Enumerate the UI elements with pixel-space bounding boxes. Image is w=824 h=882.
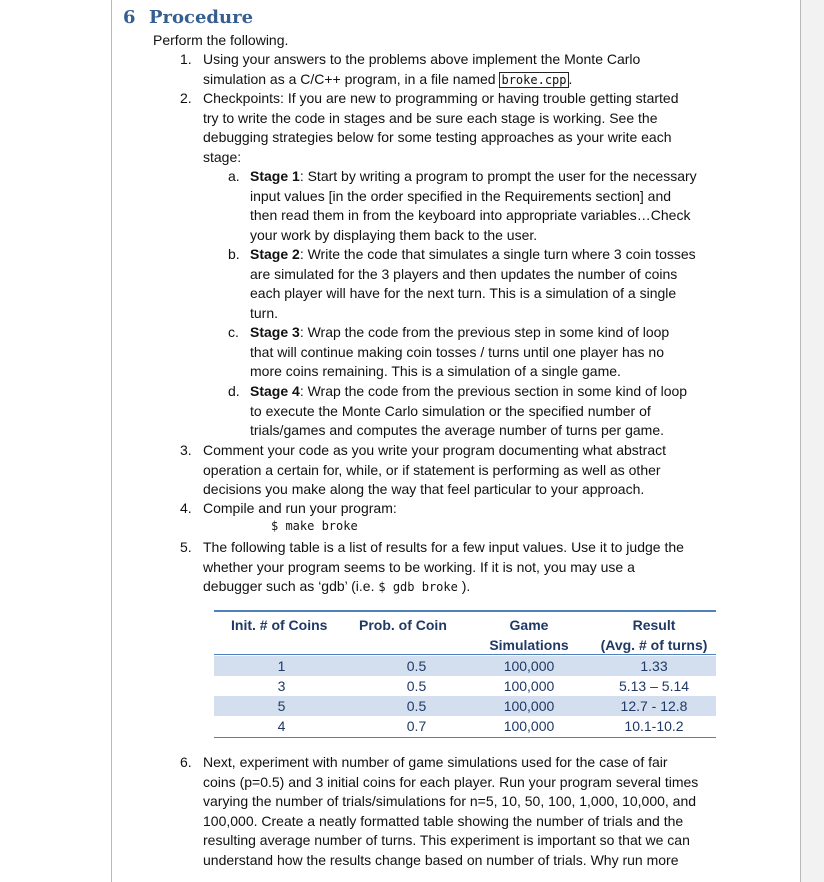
list-marker: 6.	[180, 754, 192, 770]
list-item-line: try to write the code in stages and be sure each stage is working. See the	[203, 109, 658, 126]
section-title: Procedure	[149, 7, 254, 28]
table-bottom-rule	[214, 737, 716, 738]
list-item-line: Stage 4: Wrap the code from the previous section in some kind of loop	[250, 383, 688, 399]
header-init-coins: Init. # of Coins	[231, 617, 328, 633]
list-marker: b.	[228, 246, 240, 262]
table-cell: 100,000	[503, 698, 555, 714]
list-item-line: to execute the Monte Carlo simulation or the specified number of	[250, 402, 651, 419]
table-row	[214, 696, 716, 716]
table-cell: 0.7	[406, 718, 427, 734]
header-result: Result	[632, 617, 676, 633]
section-heading	[123, 6, 253, 30]
list-item-line: debugging strategies below for some testing approaches as your write each	[203, 129, 672, 145]
page-left-edge	[111, 0, 112, 882]
table-cell: 1	[277, 658, 286, 674]
list-item-line: your work by displaying them back to the user.	[250, 226, 538, 243]
section-number: 6	[123, 7, 136, 28]
list-marker: d.	[228, 383, 240, 399]
table-cell: 12.7 - 12.8	[620, 698, 688, 714]
list-item-line: Stage 1: Start by writing a program to prompt the user for the necessary	[250, 168, 697, 184]
list-item-line: varying the number of trials/simulations for n=5, 10, 50, 100, 1,000, 10,000, and	[203, 793, 697, 809]
table-cell: 3	[277, 678, 286, 694]
list-marker: c.	[228, 324, 239, 340]
list-marker: 1.	[180, 51, 192, 67]
list-item-line: Comment your code as you write your program documenting what abstract	[203, 442, 666, 458]
list-item-line: debugger such as ‘gdb’ (i.e. $ gdb broke ).	[203, 578, 471, 594]
list-item-line: each player will have for the next turn. This is a simulation of a single	[250, 285, 677, 301]
table-cell: 5	[277, 698, 286, 714]
list-item-line: Stage 2: Write the code that simulates a single turn where 3 coin tosses	[250, 246, 696, 262]
list-marker: 3.	[180, 442, 192, 458]
table-row	[214, 676, 716, 696]
table-row	[214, 716, 716, 736]
list-item-line: understand how the results change based on number of trials. Why run more	[203, 851, 679, 868]
list-marker: a.	[228, 168, 240, 184]
list-item-line: Compile and run your program:	[203, 500, 397, 516]
list-item-line: Stage 3: Wrap the code from the previous step in some kind of loop	[250, 324, 670, 340]
list-item-line: that will continue making coin tosses / turns until one player has no	[250, 343, 665, 360]
list-item-line: The following table is a list of results for a few input values. Use it to judge the	[203, 539, 684, 555]
table-top-rule	[214, 610, 716, 612]
table-cell: 4	[277, 718, 286, 734]
list-item-line: trials/games and computes the average number of turns per game.	[250, 422, 664, 438]
list-marker: 4.	[180, 500, 192, 516]
table-cell: 0.5	[406, 678, 427, 694]
table-cell: 1.33	[640, 658, 668, 674]
list-item-line: whether your program seems to be working. If it is not, you may use a	[203, 558, 635, 575]
list-item-line: operation a certain for, while, or if statement is performing as well as other	[203, 461, 661, 478]
list-item-line: are simulated for the 3 players and then updates the number of coins	[250, 265, 678, 282]
header-game: Game	[509, 617, 549, 633]
list-item-line: decisions you make along the way that feel particular to your approach.	[203, 481, 645, 497]
list-marker: 5.	[180, 539, 192, 555]
table-cell: 10.1-10.2	[624, 718, 684, 734]
table-cell: 100,000	[503, 658, 555, 674]
list-item-line: coins (p=0.5) and 3 initial coins for each player. Run your program several times	[203, 773, 699, 790]
list-item-line: Next, experiment with number of game simulations used for the case of fair	[203, 754, 668, 770]
header-prob-coin: Prob. of Coin	[359, 617, 447, 633]
header-simulations: Simulations	[489, 637, 569, 653]
list-item-line: then read them in from the keyboard into appropriate variables…Check	[250, 207, 691, 223]
window-gutter	[801, 0, 824, 882]
table-cell: 100,000	[503, 718, 555, 734]
list-item-line: more coins remaining. This is a simulation of a single game.	[250, 363, 621, 379]
list-marker: 2.	[180, 90, 192, 106]
table-cell: 100,000	[503, 678, 555, 694]
list-item-line: simulation as a C/C++ program, in a file named broke.cpp .	[203, 70, 573, 87]
make-command: $ make broke	[271, 519, 358, 533]
list-item-line: stage:	[203, 148, 242, 165]
table-cell: 0.5	[406, 658, 427, 674]
list-item-line: turn.	[250, 304, 279, 321]
table-cell: 5.13 – 5.14	[618, 678, 690, 694]
list-item-line: resulting average number of turns. This experiment is important so that we can	[203, 832, 690, 848]
intro-text: Perform the following.	[153, 32, 289, 48]
table-cell: 0.5	[406, 698, 427, 714]
list-item-line: Using your answers to the problems above implement the Monte Carlo	[203, 51, 641, 67]
table-row	[214, 656, 716, 676]
list-item-line: input values [in the order specified in the Requirements section] and	[250, 187, 672, 204]
list-item-line: Checkpoints: If you are new to programming or having trouble getting started	[203, 90, 679, 106]
header-avg-turns: (Avg. # of turns)	[600, 637, 708, 653]
list-item-line: 100,000. Create a neatly formatted table showing the number of trials and the	[203, 812, 684, 829]
table-header-rule	[214, 654, 716, 655]
